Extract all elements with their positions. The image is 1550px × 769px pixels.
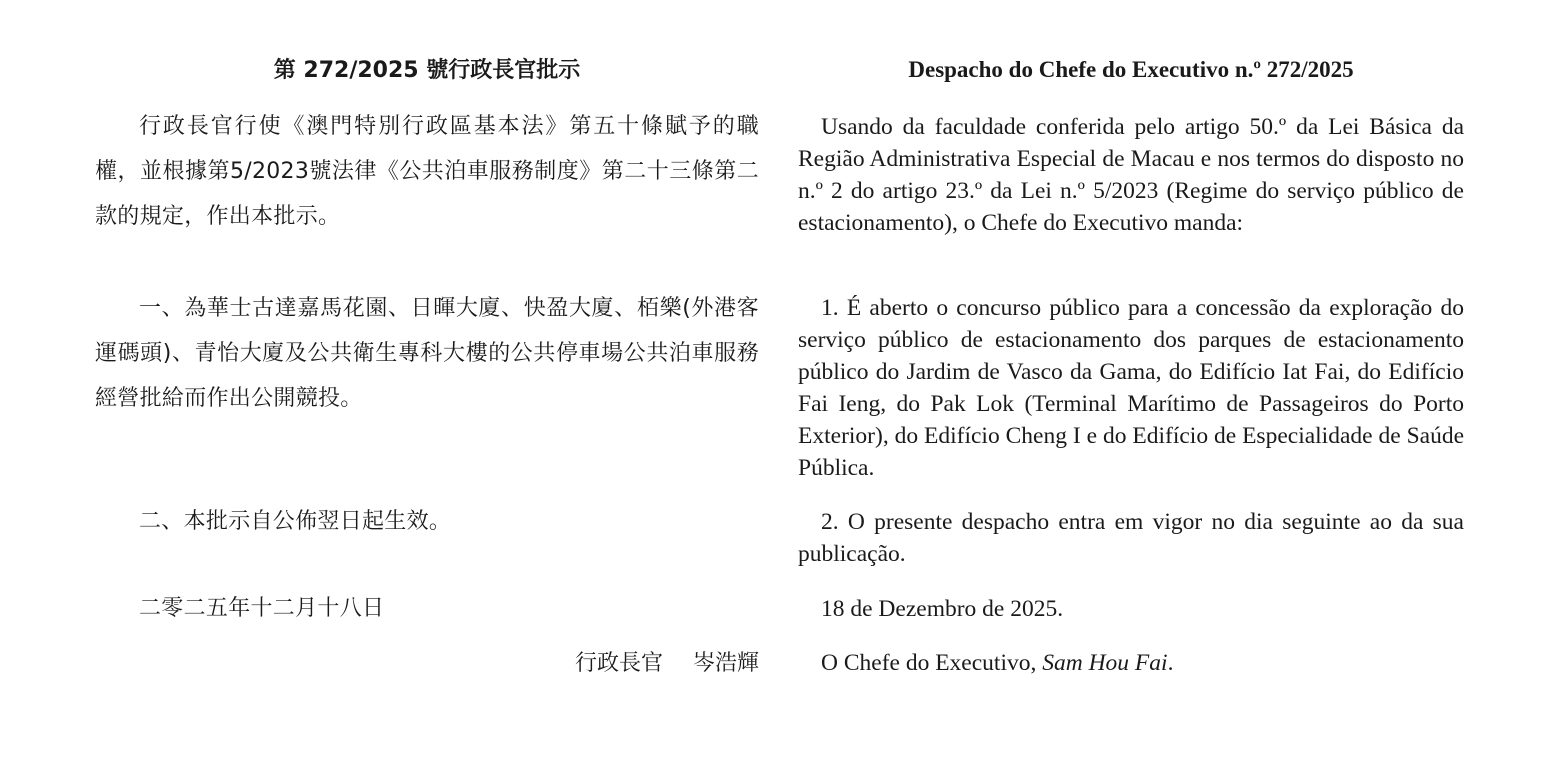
portuguese-signer-title: O Chefe do Executivo,: [821, 650, 1037, 676]
chinese-signer-name: 岑浩輝: [692, 651, 759, 676]
portuguese-intro-paragraph: Usando da faculdade conferida pelo artigo 50.º da Lei Básica da Região Administrativa Especial de Macau e nos termos do disposto no n.º 2 do artigo 23.º da Lei n.º 5/2023 (Regime do serviço público de estacionamento), o Chefe do Executivo manda:: [798, 114, 1464, 236]
portuguese-signer-name: Sam Hou Fai: [1042, 650, 1168, 676]
chinese-intro-paragraph: 行政長官行使《澳門特別行政區基本法》第五十條賦予的職權，並根據第5/2023號法律《公共泊車服務制度》第二十三條第二款的規定，作出本批示。: [95, 114, 759, 229]
portuguese-title: Despacho do Chefe do Executivo n.º 272/2025: [908, 57, 1354, 82]
portuguese-date: 18 de Dezembro de 2025.: [821, 596, 1064, 622]
portuguese-signer-end: .: [1167, 650, 1174, 676]
chinese-date: 二零二五年十二月十八日: [139, 596, 385, 621]
chinese-column: [95, 0, 759, 769]
chinese-item-2: 二、本批示自公佈翌日起生效。: [139, 509, 452, 534]
portuguese-item-2: 2. O presente despacho entra em vigor no dia seguinte ao da sua publicação.: [798, 509, 1464, 567]
portuguese-signature: [798, 647, 1173, 679]
chinese-signer-title: 行政長官: [574, 651, 663, 676]
portuguese-column: [798, 0, 1464, 769]
chinese-item-1: 一、為華士古達嘉馬花園、日暉大廈、快盈大廈、栢樂(外港客運碼頭)、青怡大廈及公共衛生專科大樓的公共停車場公共泊車服務經營批給而作出公開競投。: [95, 296, 759, 411]
chinese-signature: [575, 641, 759, 686]
chinese-title: 第 272/2025 號行政長官批示: [273, 58, 581, 83]
portuguese-item-1: 1. É aberto o concurso público para a concessão da exploração do serviço público de estacionamento dos parques de estacionamento público do Jardim de Vasco da Gama, do Edifício Iat Fai, do Edifício Fai Ieng, do Pak Lok (Terminal Marítimo de Passageiros do Porto Exterior), do Edifício Cheng I e do Edifício de Especialidade de Saúde Pública.: [798, 295, 1464, 481]
